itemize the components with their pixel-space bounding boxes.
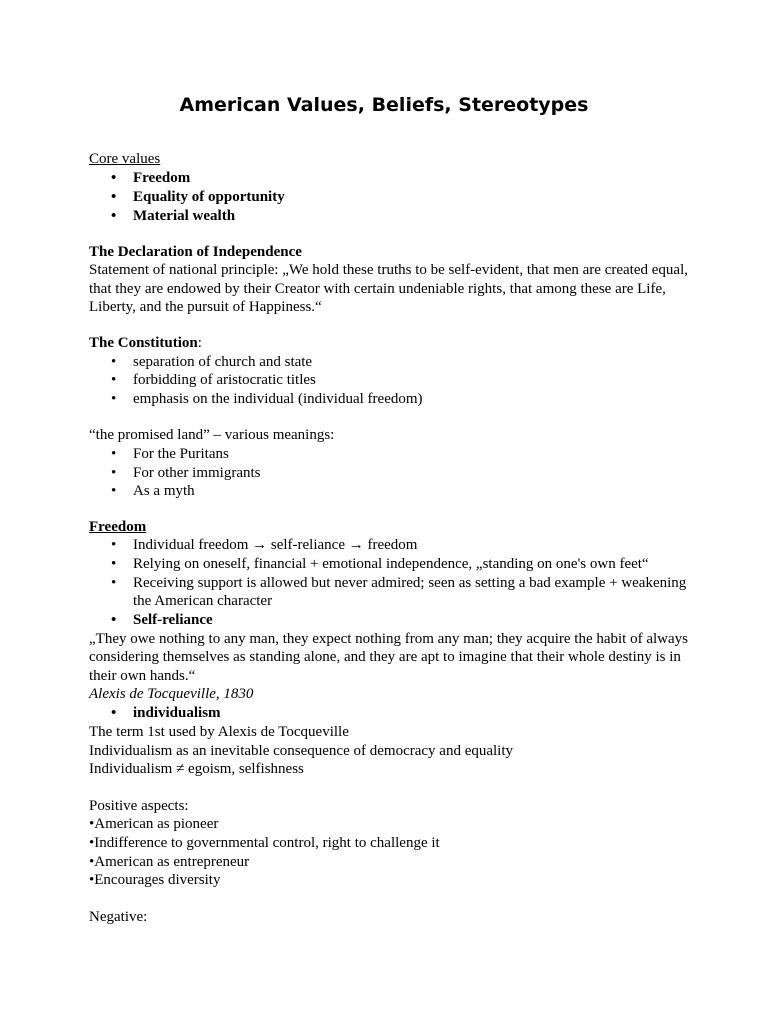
tocqueville-quote: „They owe nothing to any man, they expect nothing from any man; they acquire the habit of always considering themselves as standing alone, and they are apt to imagine that their whole destiny is in their own hands.“ <box>89 630 688 684</box>
individualism-list <box>89 704 689 723</box>
list-item: • As a myth <box>89 482 689 501</box>
declaration-text: Statement of national principle: „We hold these truths to be self-evident, that men are created equal, that they are endowed by their Creator with certain undeniable rights, that among these are Life, Liberty, and the pursuit of Happiness.“ <box>89 262 688 316</box>
constitution-heading-line <box>89 334 689 353</box>
promised-land-heading: “the promised land” – various meanings: <box>89 427 335 444</box>
freedom-heading: Freedom <box>89 518 147 535</box>
list-item: • Freedom <box>89 169 689 188</box>
constitution-heading: The Constitution <box>89 334 198 351</box>
individualism-line: Individualism ≠ egoism, selfishness <box>89 761 304 778</box>
core-values-heading: Core values <box>89 151 161 167</box>
declaration-heading: The Declaration of Independence <box>89 243 302 260</box>
positive-aspects-heading: Positive aspects: <box>89 797 189 814</box>
individualism-line: The term 1st used by Alexis de Tocqueville <box>89 724 349 741</box>
list-item: • emphasis on the individual (individual freedom) <box>89 390 689 409</box>
self-reliance-label: • Self-reliance <box>89 611 689 630</box>
promised-land-list <box>89 445 689 501</box>
negative-aspects-heading: Negative: <box>89 908 148 925</box>
list-item: • forbidding of aristocratic titles <box>89 371 689 390</box>
list-item: • Equality of opportunity <box>89 188 689 207</box>
core-values-list <box>89 169 689 226</box>
positive-aspect-item: •Encourages diversity <box>89 872 221 889</box>
constitution-list <box>89 353 689 409</box>
list-item: • Individual freedom → self-reliance → freedom <box>89 536 689 555</box>
list-item: • Relying on oneself, financial + emotional independence, „standing on one's own feet“ <box>89 555 689 574</box>
list-item: • For other immigrants <box>89 464 689 483</box>
list-item: • Receiving support is allowed but never admired; seen as setting a bad example + weakening the American character <box>89 574 689 611</box>
document-body <box>89 150 689 926</box>
individualism-label: • individualism <box>89 704 689 723</box>
positive-aspect-item: •Indifference to governmental control, right to challenge it <box>89 835 440 852</box>
freedom-list <box>89 536 689 610</box>
list-item: • Material wealth <box>89 207 689 226</box>
positive-aspect-item: •American as pioneer <box>89 816 219 833</box>
quote-attribution: Alexis de Tocqueville, 1830 <box>89 686 254 703</box>
page-title: American Values, Beliefs, Stereotypes <box>179 94 589 116</box>
positive-aspect-item: •American as entrepreneur <box>89 853 250 870</box>
list-item: • separation of church and state <box>89 353 689 372</box>
constitution-colon: : <box>197 334 202 351</box>
list-item: • For the Puritans <box>89 445 689 464</box>
self-reliance-list <box>89 611 689 630</box>
individualism-line: Individualism as an inevitable consequence of democracy and equality <box>89 742 514 759</box>
